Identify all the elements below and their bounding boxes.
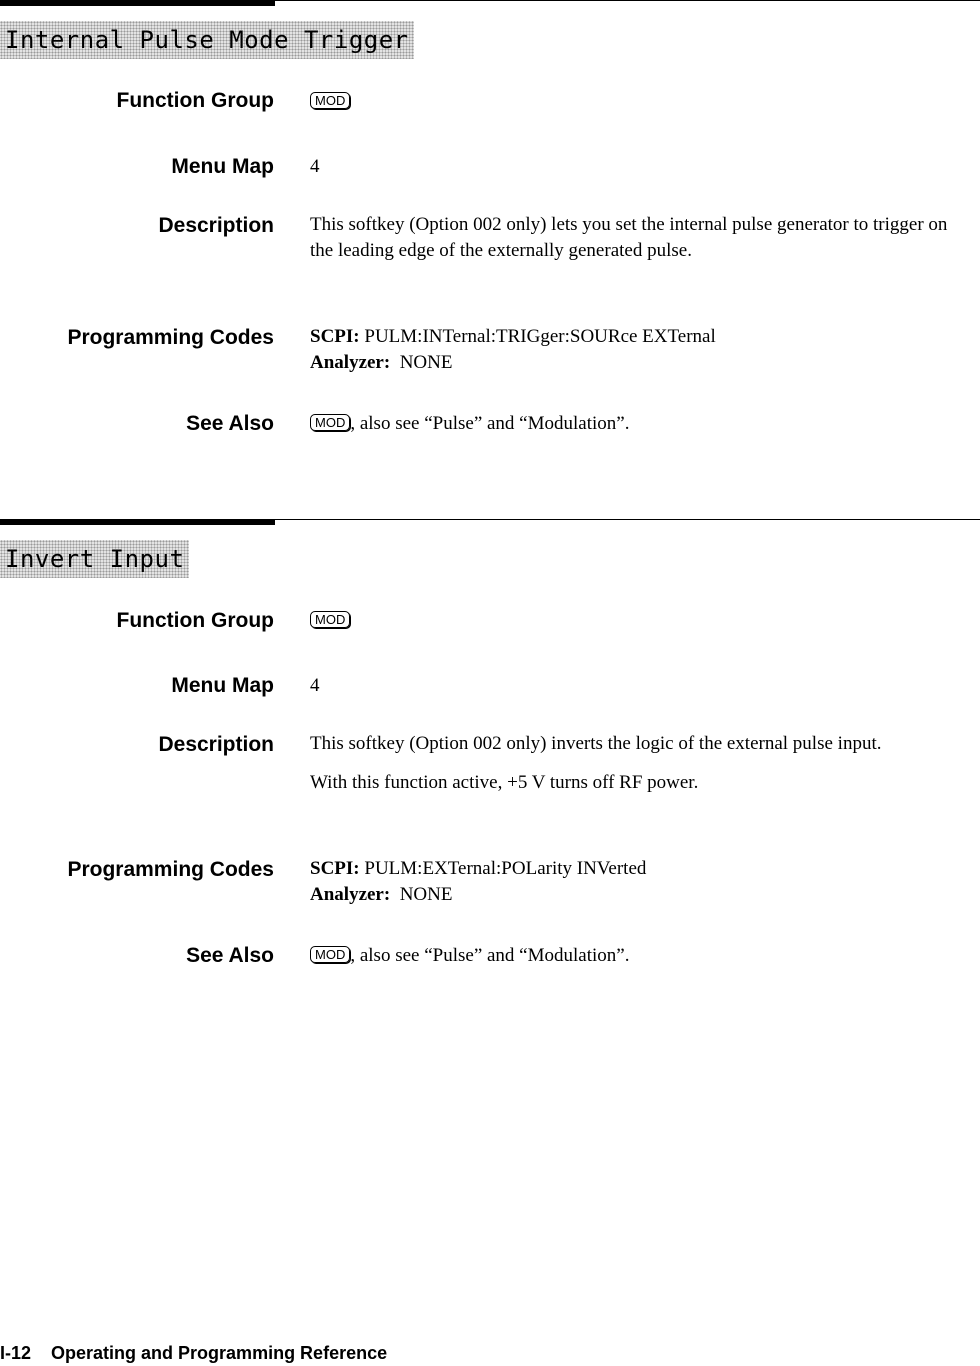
programming-codes-label: Programming Codes — [67, 858, 274, 881]
scpi-label: SCPI: — [310, 858, 360, 879]
analyzer-value: NONE — [399, 352, 453, 373]
analyzer-value: NONE — [399, 884, 453, 905]
section-divider-bar — [0, 519, 275, 525]
menu-map-label: Menu Map — [171, 155, 274, 178]
see-also-text — [310, 411, 975, 437]
menu-map-value: 4 — [310, 156, 320, 177]
footer-title: Operating and Programming Reference — [51, 1343, 388, 1363]
page-number: I-12 — [0, 1343, 32, 1363]
description-paragraph: With this function active, +5 V turns off RF power. — [310, 772, 699, 793]
section-divider-bar — [0, 0, 275, 6]
see-also-references: , also see “Pulse” and “Modulation”. — [350, 945, 630, 966]
see-also-text — [310, 943, 975, 969]
analyzer-label: Analyzer: — [310, 352, 391, 373]
mod-key: MOD — [310, 946, 350, 963]
programming-codes — [310, 324, 975, 376]
page-footer — [0, 1343, 387, 1364]
menu-map-label: Menu Map — [171, 674, 274, 697]
see-also-references: , also see “Pulse” and “Modulation”. — [350, 413, 630, 434]
scpi-label: SCPI: — [310, 326, 360, 347]
analyzer-label: Analyzer: — [310, 884, 391, 905]
programming-codes-label: Programming Codes — [67, 326, 274, 349]
function-group-value — [310, 89, 975, 115]
function-group-label: Function Group — [116, 609, 274, 632]
see-also-label: See Also — [186, 412, 274, 435]
mod-key: MOD — [310, 611, 350, 628]
description-text — [310, 212, 975, 264]
programming-codes — [310, 856, 975, 908]
menu-map-value: 4 — [310, 675, 320, 696]
scpi-command: PULM:EXTernal:POLarity INVerted — [364, 858, 647, 879]
description-paragraph: This softkey (Option 002 only) lets you set the internal pulse generator to trigger on the leading edge of the externally generated pulse. — [310, 214, 948, 261]
mod-key: MOD — [310, 92, 350, 109]
function-group-label: Function Group — [116, 89, 274, 112]
description-paragraph: This softkey (Option 002 only) inverts the logic of the external pulse input. — [310, 733, 882, 754]
section-title: Internal Pulse Mode Trigger — [0, 21, 414, 59]
scpi-command: PULM:INTernal:TRIGger:SOURce EXTernal — [364, 326, 716, 347]
description-label: Description — [158, 214, 274, 237]
function-group-value — [310, 608, 975, 634]
mod-key: MOD — [310, 414, 350, 431]
description-label: Description — [158, 733, 274, 756]
section-title: Invert Input — [0, 540, 189, 578]
see-also-label: See Also — [186, 944, 274, 967]
description-text — [310, 731, 975, 796]
